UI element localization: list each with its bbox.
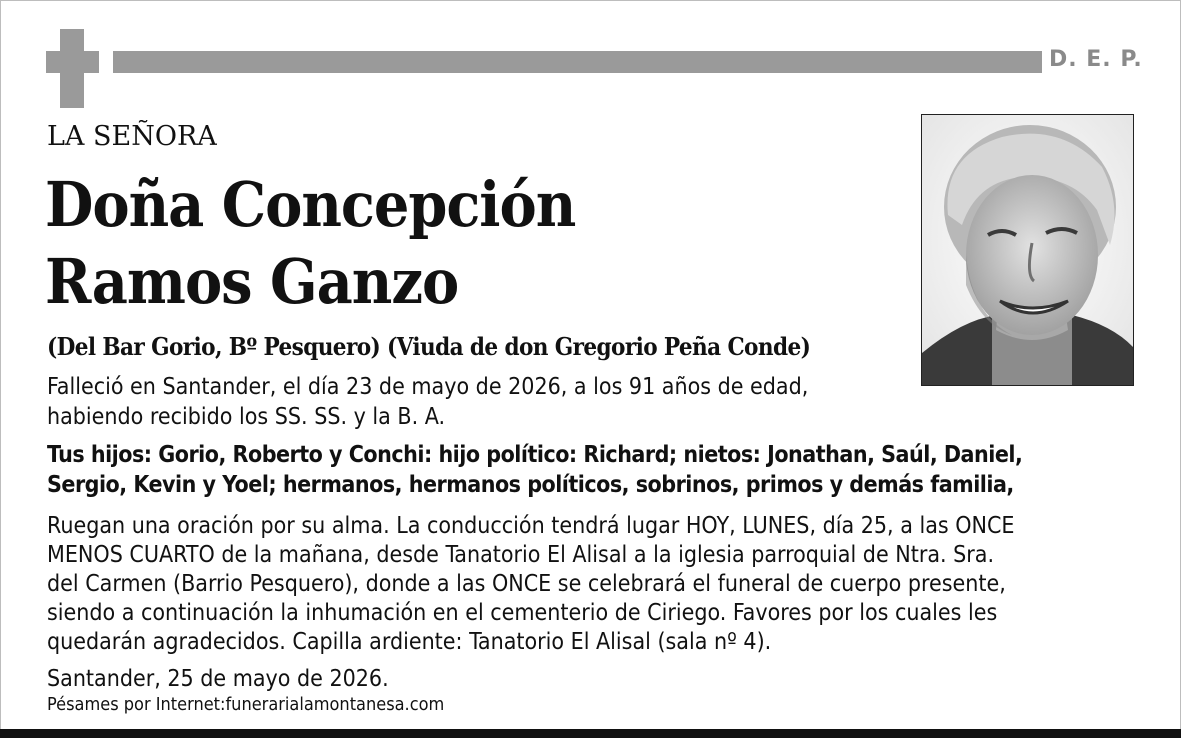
death-notice <box>47 372 927 432</box>
family-list <box>47 440 1147 500</box>
announcement-line: Ruegan una oración por su alma. La conducción tendrá lugar HOY, LUNES, día 25, a las ONCE <box>47 513 1015 539</box>
announcement-line: del Carmen (Barrio Pesquero), donde a las ONCE se celebrará el funeral de cuerpo presente, <box>47 571 1006 597</box>
bottom-bar <box>0 729 1181 738</box>
header-rule <box>113 51 1042 73</box>
announcement-line: MENOS CUARTO de la mañana, desde Tanatorio El Alisal a la iglesia parroquial de Ntra. Sra. <box>47 542 995 568</box>
relation-line: (Del Bar Gorio, Bº Pesquero) (Viuda de don Gregorio Peña Conde) <box>47 332 811 361</box>
dep-badge: D. E. P. <box>1049 47 1143 72</box>
announcement-line: quedarán agradecidos. Capilla ardiente: Tanatorio El Alisal (sala nº 4). <box>47 629 772 655</box>
name-line-1: Doña Concepción <box>45 168 576 241</box>
death-line-2: habiendo recibido los SS. SS. y la B. A. <box>47 404 446 430</box>
portrait-photo <box>921 114 1134 386</box>
announcement-line: siendo a continuación la inhumación en el cementerio de Ciriego. Favores por los cuales les <box>47 600 998 626</box>
name-line-2: Ramos Ganzo <box>45 245 459 318</box>
family-line-2: Sergio, Kevin y Yoel; hermanos, hermanos políticos, sobrinos, primos y demás familia, <box>47 472 1014 498</box>
place-date: Santander, 25 de mayo de 2026. <box>47 666 389 692</box>
honorific: LA SEÑORA <box>47 121 217 152</box>
condolences-link: Pésames por Internet:funerarialamontanesa.com <box>47 694 445 715</box>
death-line-1: Falleció en Santander, el día 23 de mayo de 2026, a los 91 años de edad, <box>47 374 809 400</box>
family-line-1: Tus hijos: Gorio, Roberto y Conchi: hijo político: Richard; nietos: Jonathan, Saúl, Daniel, <box>47 442 1023 468</box>
deceased-name <box>45 166 575 320</box>
portrait-illustration <box>922 115 1133 385</box>
funeral-announcement <box>47 512 1157 657</box>
cross-icon-arm <box>46 51 99 73</box>
